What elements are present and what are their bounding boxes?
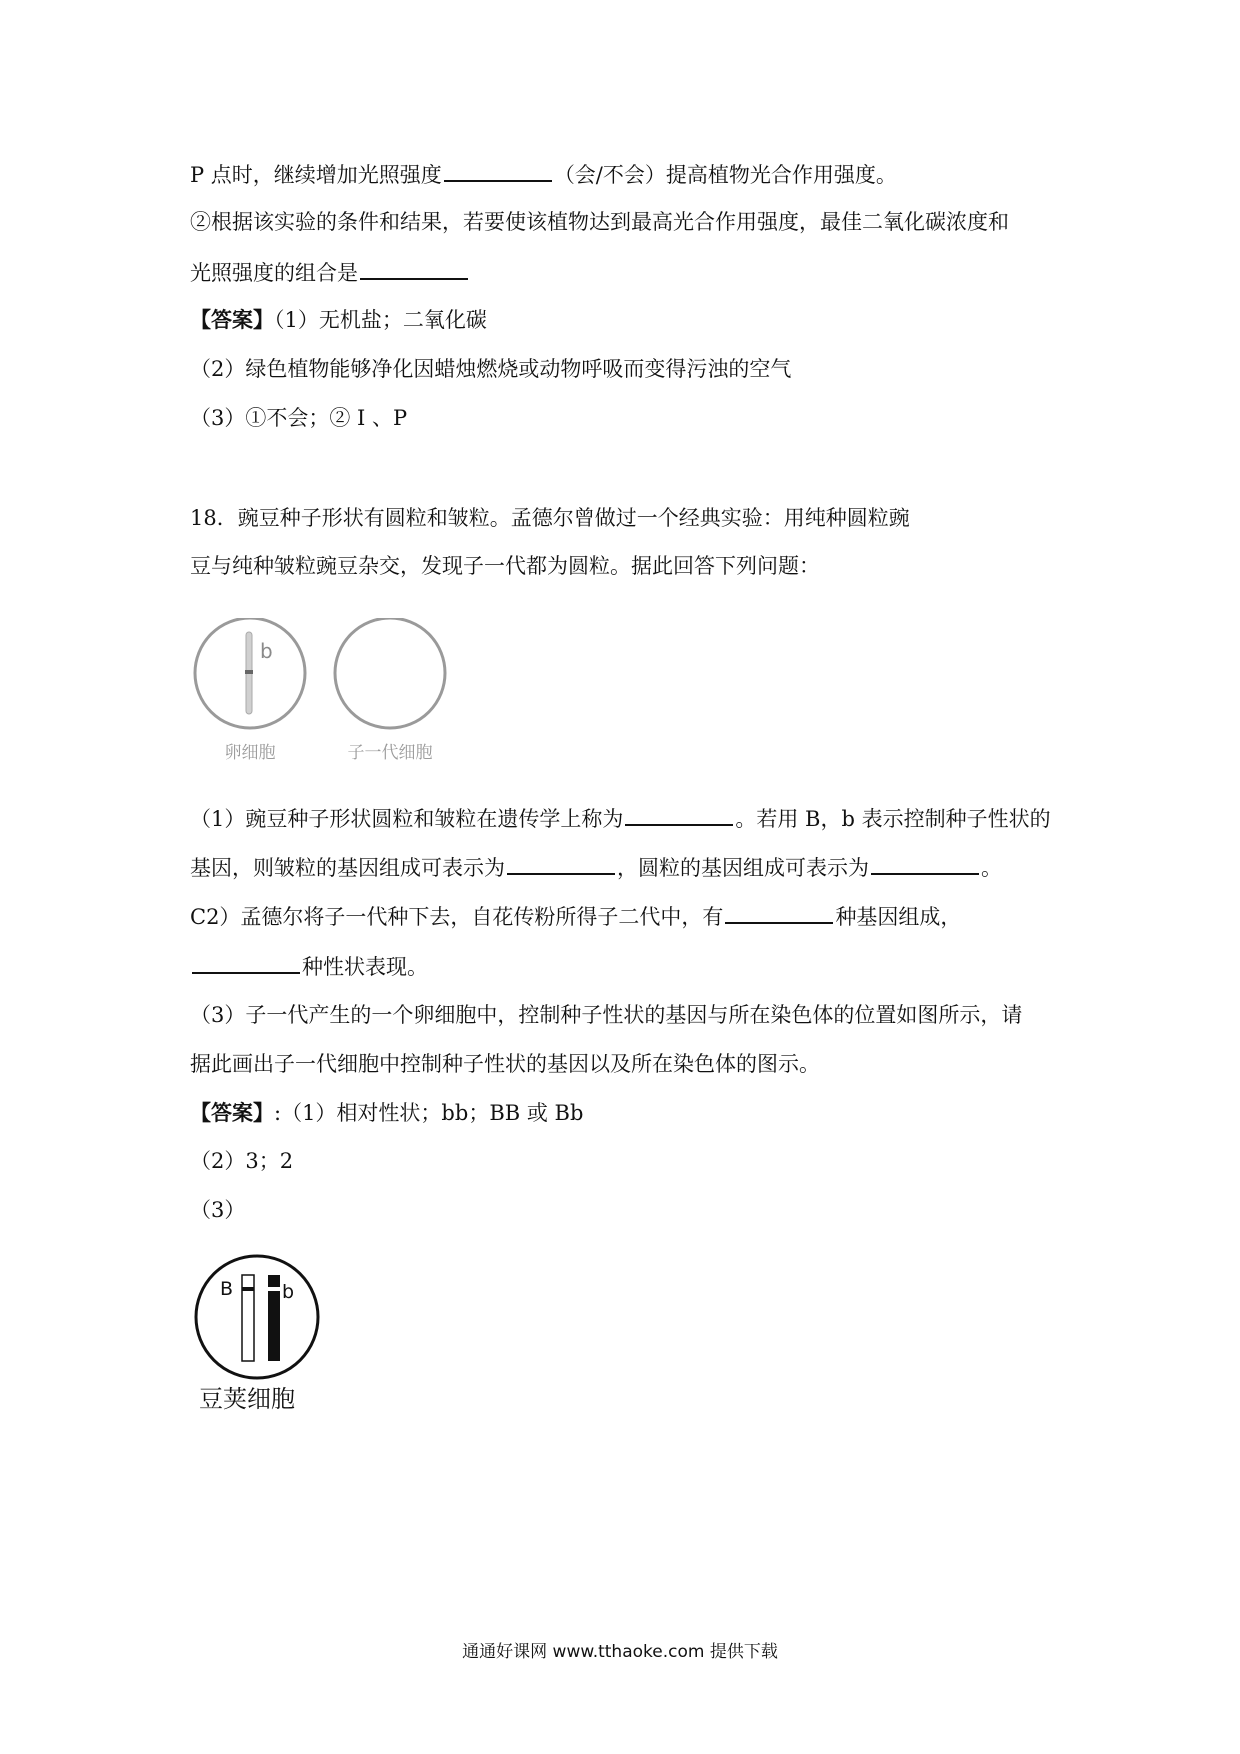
answer-blank[interactable] [507,853,615,875]
gene-locus-B [242,1287,254,1291]
q18-answer-2: （2）3；2 [190,1149,294,1173]
gene-label-B: B [220,1278,234,1300]
q17-line-1 [190,160,897,189]
q17-line-3 [190,258,470,287]
answer-blank[interactable] [444,160,552,182]
q18-p1-text: （1）豌豆种子形状圆粒和皱粒在遗传学上称为 [190,807,624,831]
answer-figure [190,1254,330,1414]
q18-p2-text: C2）孟德尔将子一代种下去，自花传粉所得子二代中，有 [190,905,724,929]
answer-text: :（1）相对性状；bb；BB 或 Bb [274,1101,584,1125]
q18-p1-text: ，圆粒的基因组成可表示为 [617,856,869,880]
q17-answer-3: （3）①不会；② I 、P [190,406,408,430]
pod-cell-caption: 豆荚细胞 [199,1385,295,1413]
offspring-cell-caption: 子一代细胞 [347,743,433,763]
q17-answer-1 [190,306,487,334]
answer-blank[interactable] [625,804,733,826]
q18-p1-text: 基因，则皱粒的基因组成可表示为 [190,856,505,880]
q18-p1-text-after: 。若用 B，b 表示控制种子性状的 [735,807,1051,831]
q18-answer-3: （3） [190,1198,246,1222]
q18-p2-text-after: 种性状表现。 [302,955,428,979]
q18-p2-line-1 [190,902,961,931]
q18-p3-line-2: 据此画出子一代细胞中控制种子性状的基因以及所在染色体的图示。 [190,1052,820,1076]
page-footer: 通通好课网 www.tthaoke.com 提供下载 [462,1642,778,1662]
egg-gene-locus [245,670,253,674]
answer-label: 【答案】 [190,307,274,332]
q18-p1-line-2 [190,853,1002,882]
egg-cell-caption: 卵细胞 [224,743,276,763]
answer-blank[interactable] [360,258,468,280]
egg-gene-label: b [260,639,273,663]
pod-cell-circle [196,1256,318,1378]
q18-p1-text: 。 [981,856,1002,880]
q18-p3-line-1: （3）子一代产生的一个卵细胞中，控制种子性状的基因与所在染色体的位置如图所示，请 [190,1003,1023,1027]
gene-label-b: b [282,1281,295,1303]
answer-blank[interactable] [192,952,300,974]
q18-figure [190,618,450,763]
answer-text: （1）无机盐；二氧化碳 [274,308,487,332]
answer-blank[interactable] [871,853,979,875]
q17-line1-text: P 点时，继续增加光照强度 [190,163,442,187]
q18-p1-line-1 [190,804,1051,833]
q18-intro-1: 18．豌豆种子形状有圆粒和皱粒。孟德尔曾做过一个经典实验：用纯种圆粒豌 [190,506,910,530]
q18-answer-1 [190,1099,583,1127]
q18-intro-2: 豆与纯种皱粒豌豆杂交，发现子一代都为圆粒。据此回答下列问题： [190,554,820,578]
q17-answer-2: （2）绿色植物能够净化因蜡烛燃烧或动物呼吸而变得污浊的空气 [190,357,792,381]
offspring-cell-circle [335,618,445,728]
q18-p2-text-after: 种基因组成， [835,905,962,929]
q17-line3-text: 光照强度的组合是 [190,261,358,285]
q17-line-2: ②根据该实验的条件和结果，若要使该植物达到最高光合作用强度，最佳二氧化碳浓度和 [190,210,1009,234]
gene-locus-b [268,1287,280,1291]
q18-p2-line-2 [190,952,428,981]
q17-line1-text-after: （会/不会）提高植物光合作用强度。 [553,163,897,187]
answer-blank[interactable] [725,902,833,924]
answer-label: 【答案】 [190,1100,274,1125]
